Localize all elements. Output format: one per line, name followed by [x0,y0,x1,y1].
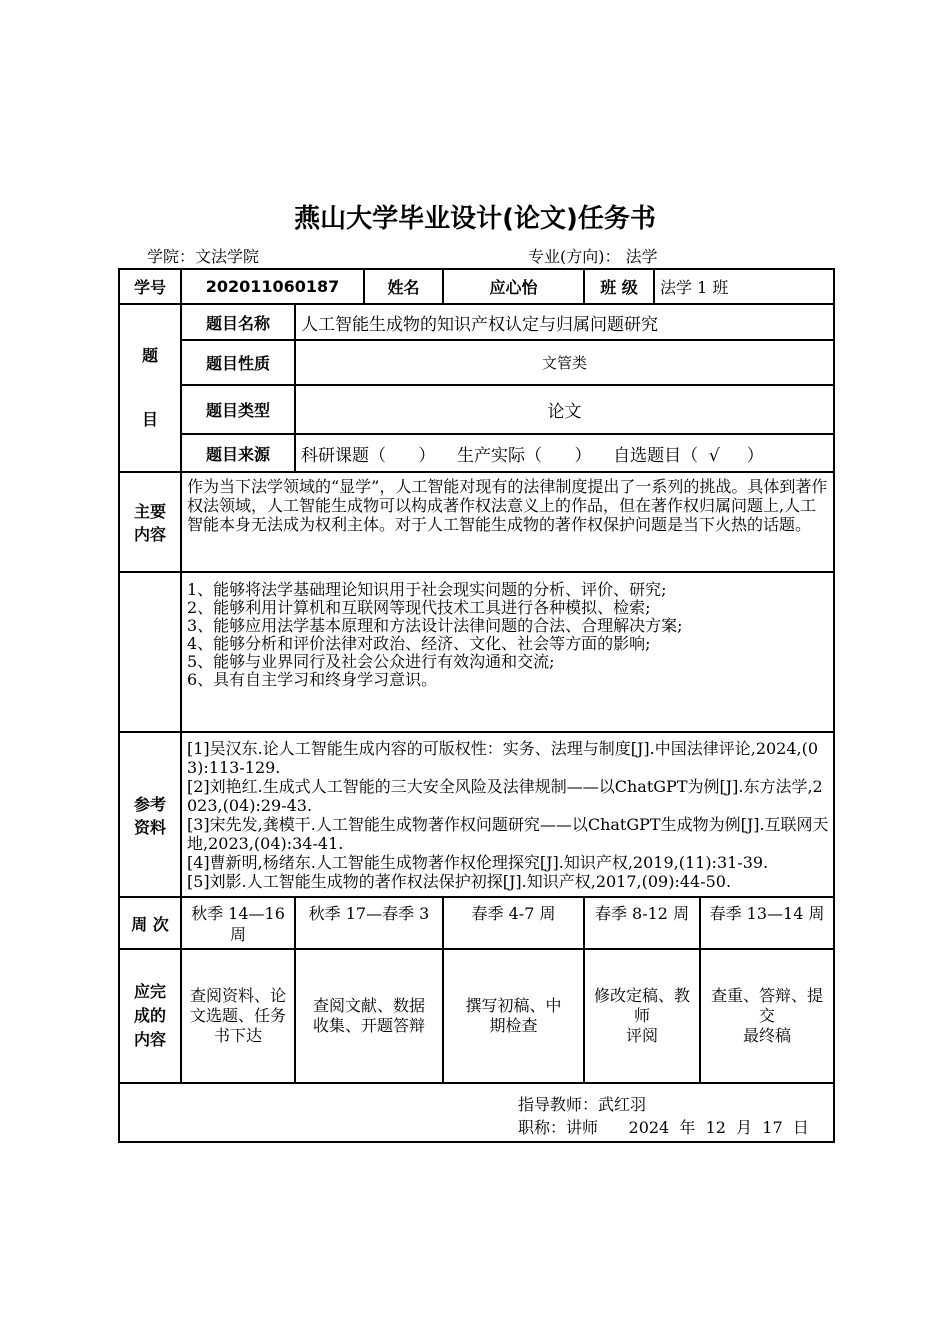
todo-cell: 撰写初稿、中 期检查 [443,949,584,1083]
topic-name-value: 人工智能生成物的知识产权认定与归属问题研究 [295,304,834,340]
list-item: 3、能够应用法学基本原理和方法设计法律问题的合法、合理解决方案; [187,616,683,635]
todo-label: 应完 成的 内容 [119,949,181,1083]
schedule-todo-row [119,949,834,1083]
topic-name-label: 题目名称 [181,304,295,340]
signature-cell [119,1083,834,1142]
requirements-label-cell [119,572,181,732]
topic-source-value: 科研课题（ ） 生产实际（ ） 自选题目（ √ ） [295,434,834,472]
class-label: 班 级 [584,269,654,304]
requirements-row [119,572,834,732]
list-item: 2、能够利用计算机和互联网等现代技术工具进行各种模拟、检索; [187,598,651,617]
schedule-week-row [119,897,834,949]
topic-type-value: 论文 [295,385,834,434]
college-field: 学院：文法学院 [147,247,260,266]
student-row [119,269,834,304]
student-id-value: 202011060187 [181,269,364,304]
references-list [181,732,834,897]
major-field: 专业(方向)： 法学 [528,247,658,266]
week-label: 周 次 [119,897,181,949]
todo-cell: 查重、答辩、提交 最终稿 [700,949,834,1083]
topic-group-label: 题 目 [119,304,181,472]
todo-cell: 查阅资料、论 文选题、任务 书下达 [181,949,295,1083]
requirements-list [181,572,834,732]
list-item: 4、能够分析和评价法律对政治、经济、文化、社会等方面的影响; [187,634,651,653]
advisor-name: 指导教师：武红羽 [518,1095,647,1114]
reference-item: [2]刘艳红.生成式人工智能的三大安全风险及法律规制——以ChatGPT为例[J].东方法学,2023,(04):29-43. [187,777,823,815]
todo-cell: 查阅文献、数据 收集、开题答辩 [295,949,443,1083]
topic-type-label: 题目类型 [181,385,295,434]
student-id-label: 学号 [119,269,181,304]
references-row [119,732,834,897]
student-name-value: 应心怡 [443,269,584,304]
todo-cell: 修改定稿、教师 评阅 [584,949,700,1083]
list-item: 1、能够将法学基础理论知识用于社会现实问题的分析、评价、研究; [187,580,667,599]
main-content-text: 作为当下法学领域的“显学”，人工智能对现有的法律制度提出了一系列的挑战。具体到著作权法领域，人工智能生成物可以构成著作权法意义上的作品，但在著作权归属问题上,人工智能本身无法成为权利主体。对于人工智能生成物的著作权保护问题是当下火热的话题。 [181,472,834,572]
week-cell: 秋季 14—16 周 [181,897,295,949]
reference-item: [3]宋先发,龚模干.人工智能生成物著作权问题研究——以ChatGPT生成物为例[J].互联网天地,2023,(04):34-41. [187,815,829,853]
student-name-label: 姓名 [364,269,443,304]
topic-nature-value: 文管类 [295,340,834,385]
list-item: 5、能够与业界同行及社会公众进行有效沟通和交流; [187,652,555,671]
week-cell: 春季 13—14 周 [700,897,834,949]
task-form-table [118,268,835,1143]
week-cell: 春季 8-12 周 [584,897,700,949]
topic-name-row [119,304,834,340]
signature-row [119,1083,834,1142]
reference-item: [4]曹新明,杨绪东.人工智能生成物著作权伦理探究[J].知识产权,2019,(11):31-39. [187,853,769,872]
list-item: 6、具有自主学习和终身学习意识。 [187,670,438,689]
document-title: 燕山大学毕业设计(论文)任务书 [294,204,656,234]
topic-source-row [119,434,834,472]
reference-item: [5]刘影.人工智能生成物的著作权法保护初探[J].知识产权,2017,(09):44-50. [187,872,732,891]
reference-item: [1]吴汉东.论人工智能生成内容的可版权性：实务、法理与制度[J].中国法律评论,2024,(03):113-129. [187,739,819,777]
class-value: 法学 1 班 [654,269,834,304]
topic-nature-row [119,340,834,385]
week-cell: 秋季 17—春季 3 [295,897,443,949]
week-cell: 春季 4-7 周 [443,897,584,949]
references-label: 参考 资料 [119,732,181,897]
main-content-row [119,472,834,572]
advisor-title-date: 职称：讲师 2024 年 12 月 17 日 [518,1118,809,1137]
topic-nature-label: 题目性质 [181,340,295,385]
main-content-label: 主要 内容 [119,472,181,572]
topic-type-row [119,385,834,434]
topic-source-label: 题目来源 [181,434,295,472]
